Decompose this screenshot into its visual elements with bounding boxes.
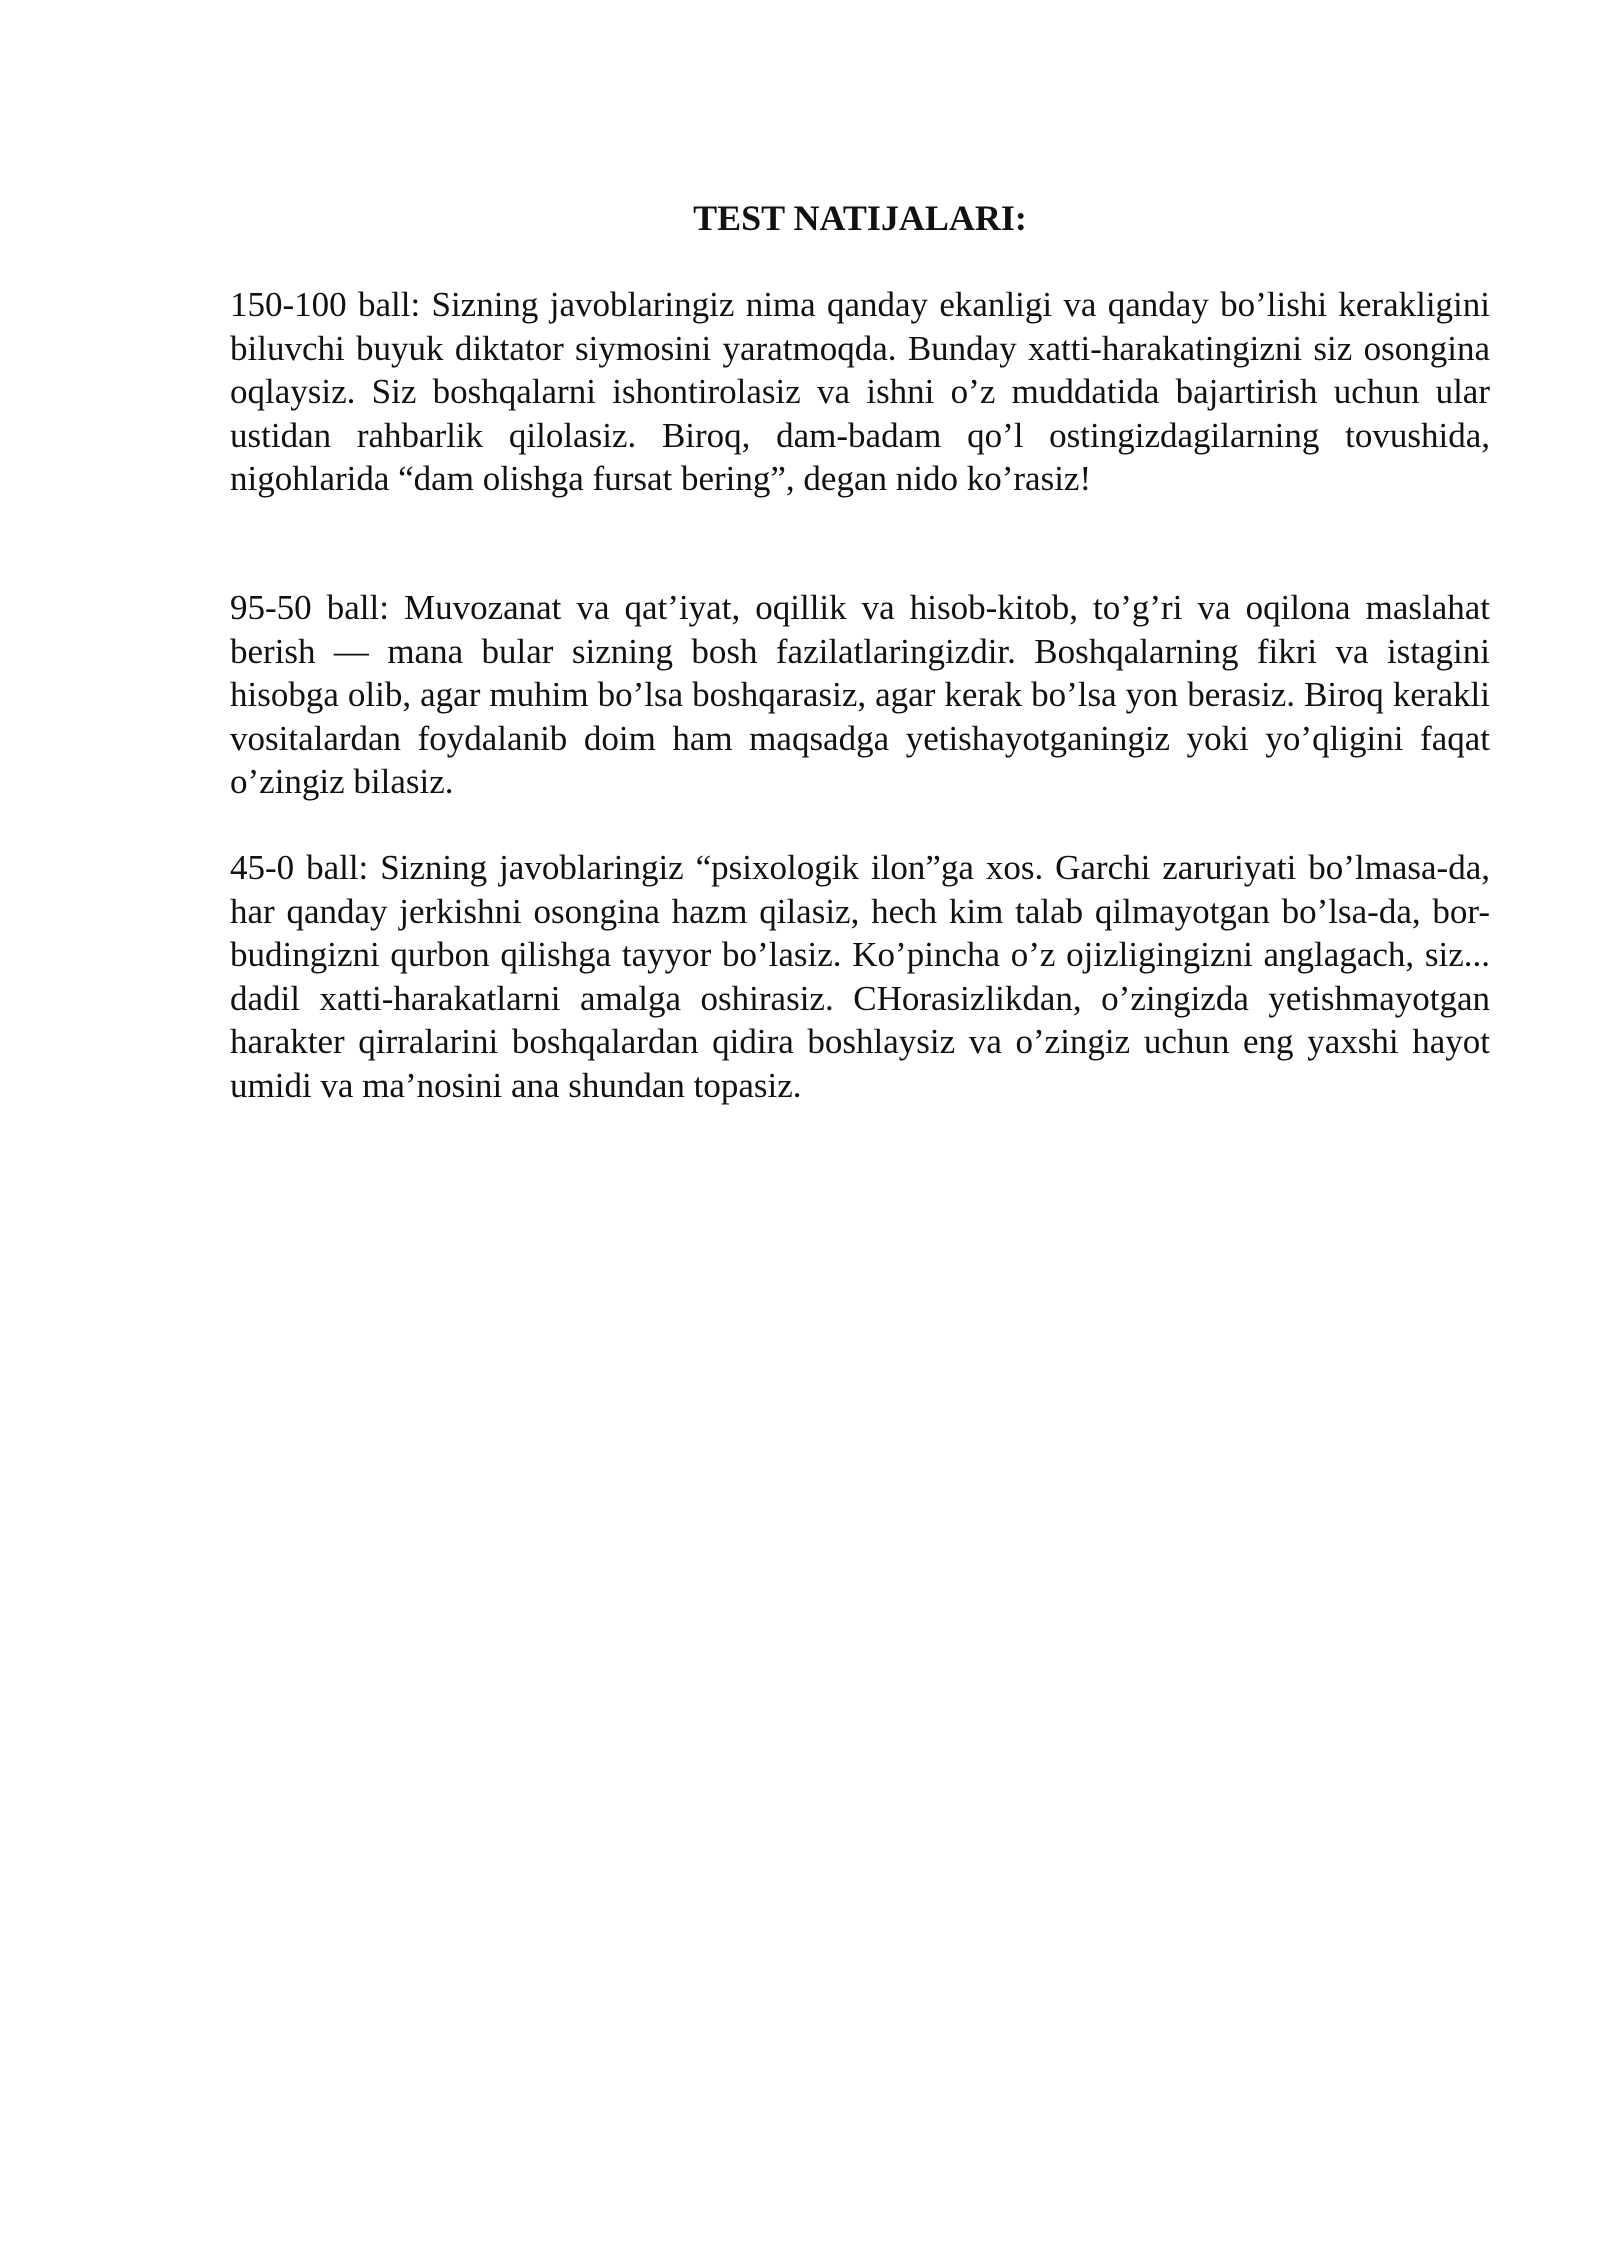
document-title: TEST NATIJALARI: [693, 198, 1027, 238]
result-paragraph-high-score: 150-100 ball: Sizning javoblaringiz nima qanday ekanligi va qanday bo’lishi kerakligini biluvchi buyuk diktator siymosini yaratmoqda. Bunday xatti-harakatingizni siz osongina oqlaysiz. Siz boshqalarni ishontirolasiz va ishni o’z muddatida bajartirish uchun ular ustidan rahbarlik qilolasiz. Biroq, dam-badam qo’l ostingizdagilarning tovushida, nigohlarida “dam olishga fursat bering”, degan nido ko’rasiz! [230, 285, 1490, 498]
result-paragraph-low-score: 45-0 ball: Sizning javoblaringiz “psixologik ilon”ga xos. Garchi zaruriyati bo’lmasa-da, har qanday jerkishni osongina hazm qilasiz, hech kim talab qilmayotgan bo’lsa-da, bor-budingizni qurbon qilishga tayyor bo’lasiz. Ko’pincha o’z ojizligingizni anglagach, siz... dadil xatti-harakatlarni amalga oshirasiz. CHorasizlikdan, o’zingizda yetishmayotgan harakter qirralarini boshqalardan qidira boshlaysiz va o’zingiz uchun eng yaxshi hayot umidi va ma’nosini ana shundan topasiz. [230, 848, 1490, 1105]
result-paragraph-mid-score: 95-50 ball: Muvozanat va qat’iyat, oqillik va hisob-kitob, to’g’ri va oqilona maslahat berish — mana bular sizning bosh fazilatlaringizdir. Boshqalarning fikri va istagini hisobga olib, agar muhim bo’lsa boshqarasiz, agar kerak bo’lsa yon berasiz. Biroq kerakli vositalardan foydalanib doim ham maqsadga yetishayotganingiz yoki yo’qligini faqat o’zingiz bilasiz. [230, 588, 1490, 801]
